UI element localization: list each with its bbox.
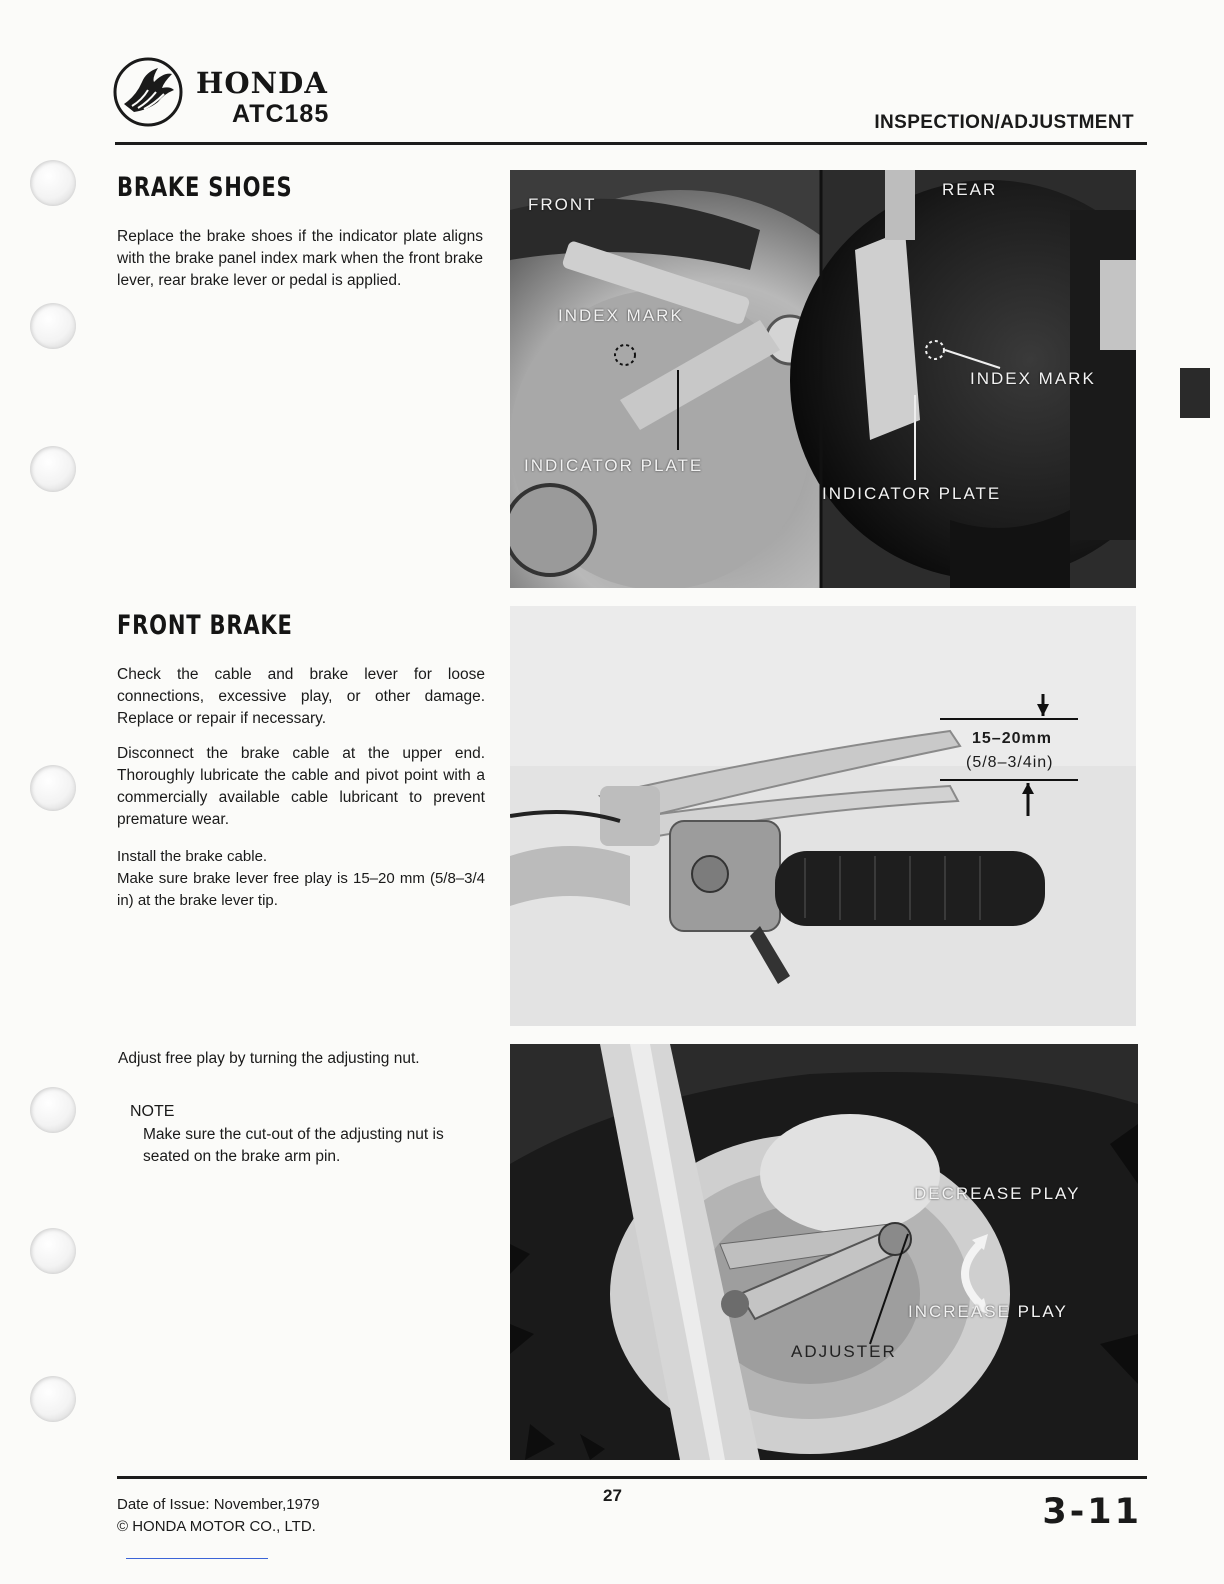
brake-lever-photo — [510, 606, 1136, 1026]
date-of-issue: Date of Issue: November,1979 — [117, 1496, 320, 1513]
honda-wing-icon — [112, 56, 184, 128]
brake-shoes-photo — [510, 170, 1136, 588]
copyright: © HONDA MOTOR CO., LTD. — [117, 1518, 316, 1535]
front-indicator-plate-label: INDICATOR PLATE — [524, 456, 704, 475]
header-rule — [115, 142, 1147, 145]
section-page-number: 3-11 — [1042, 1492, 1142, 1532]
front-brake-paragraph-2: Disconnect the brake cable at the upper end. Thoroughly lubricate the cable and pivot point with a commercially available cable lubricant to prevent premature wear. — [117, 745, 485, 828]
front-index-mark-label: INDEX MARK — [558, 306, 684, 325]
front-label: FRONT — [528, 195, 597, 214]
front-brake-paragraph-3a: Install the brake cable. — [117, 848, 268, 865]
binder-hole — [30, 1228, 76, 1274]
page-number: 27 — [603, 1486, 622, 1505]
scan-artifact-line — [126, 1558, 268, 1559]
free-play-in-label: (5/8–3/4in) — [966, 754, 1054, 771]
adjuster-photo — [510, 1044, 1138, 1460]
rear-index-mark-label: INDEX MARK — [970, 369, 1096, 388]
brand-name: HONDA — [196, 66, 328, 100]
decrease-play-label: DECREASE PLAY — [914, 1184, 1081, 1203]
front-brake-heading: FRONT BRAKE — [117, 610, 293, 641]
brake-shoes-paragraph: Replace the brake shoes if the indicator plate aligns with the brake panel index mark when the front brake lever, rear brake lever or pedal is applied. — [117, 228, 483, 289]
adjust-paragraph: Adjust free play by turning the adjusting nut. — [118, 1050, 420, 1067]
free-play-mm-label: 15–20mm — [972, 730, 1052, 747]
section-title: INSPECTION/ADJUSTMENT — [874, 112, 1134, 133]
model-name: ATC185 — [232, 100, 330, 128]
footer-rule — [117, 1476, 1147, 1479]
rear-indicator-plate-label: INDICATOR PLATE — [822, 484, 1002, 503]
front-brake-paragraph-3b: Make sure brake lever free play is 15–20 mm (5/8–3/4 in) at the brake lever tip. — [117, 870, 485, 909]
binder-hole — [30, 303, 76, 349]
front-brake-paragraph-1: Check the cable and brake lever for loose connections, excessive play, or other damage. Replace or repair if necessary. — [117, 666, 485, 727]
binder-hole — [30, 765, 76, 811]
increase-play-label: INCREASE PLAY — [908, 1302, 1068, 1321]
brake-shoes-heading: BRAKE SHOES — [117, 172, 293, 203]
note-body: Make sure the cut-out of the adjusting nut is seated on the brake arm pin. — [143, 1126, 444, 1165]
note-title: NOTE — [130, 1103, 175, 1120]
rear-label: REAR — [942, 180, 998, 199]
binder-hole — [30, 1087, 76, 1133]
section-tab-marker — [1180, 368, 1210, 418]
binder-hole — [30, 160, 76, 206]
binder-hole — [30, 446, 76, 492]
binder-hole — [30, 1376, 76, 1422]
adjuster-label: ADJUSTER — [791, 1342, 897, 1361]
